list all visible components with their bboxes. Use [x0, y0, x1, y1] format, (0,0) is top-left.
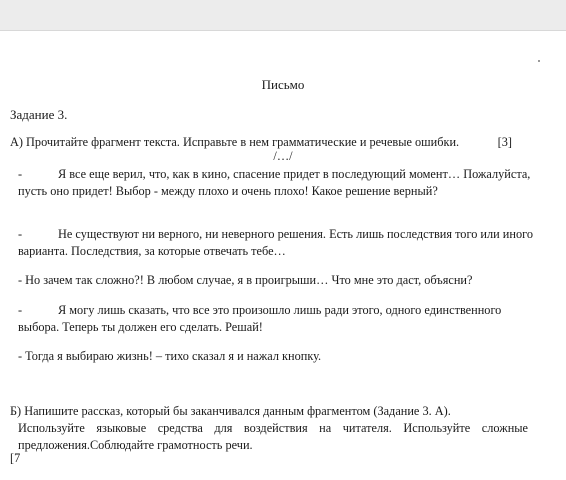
- dialogue-text: - Тогда я выбираю жизнь! – тихо сказал я и нажал кнопку.: [18, 349, 322, 363]
- dialogue-line-3: [18, 272, 533, 289]
- dialogue-dash: -: [18, 227, 23, 241]
- dialogue-line-1: [18, 166, 533, 200]
- top-divider: [0, 30, 566, 31]
- task-heading: Задание 3.: [10, 107, 68, 122]
- part-b-rest: Используйте языковые средства для воздействия на читателя. Используйте сложные предложения.Соблюдайте грамотность речи.: [18, 421, 528, 452]
- dialogue-dash: -: [18, 303, 23, 317]
- page-title: Письмо: [261, 77, 305, 92]
- dialogue-line-2: [18, 226, 533, 260]
- dialogue-text: Я могу лишь сказать, что все это произошло лишь ради этого, одного единственного выбора. Теперь ты должен его сделать. Решай!: [18, 303, 502, 334]
- dialogue-line-5: [18, 348, 533, 365]
- part-a-instruction: А) Прочитайте фрагмент текста. Исправьте в нем грамматические и речевые ошибки.: [10, 135, 460, 149]
- part-a-instruction-row: [10, 135, 530, 150]
- part-b-task: [10, 403, 528, 454]
- top-band: [0, 0, 566, 30]
- part-b-first-line: Б) Напишите рассказ, который бы заканчивался данным фрагментом (Задание 3. А).: [10, 404, 451, 418]
- omission-mark: /…/: [273, 149, 293, 163]
- part-a-points: [3]: [497, 135, 512, 149]
- dialogue-text: Не существуют ни верного, ни неверного решения. Есть лишь последствия того или иного варианта. Последствия, за которые отвечать тебе…: [18, 227, 533, 258]
- dialogue-text: - Но зачем так сложно?! В любом случае, я в проигрыши… Что мне это даст, объясни?: [18, 273, 473, 287]
- dialogue-dash: -: [18, 167, 23, 181]
- stray-dot: [538, 60, 540, 62]
- dialogue-text: Я все еще верил, что, как в кино, спасение придет в последующий момент… Пожалуйста, пусть оно придет! Выбор - между плохо и очень плохо! Какое решение верный?: [18, 167, 531, 198]
- part-b-points: [7: [10, 451, 21, 465]
- dialogue-line-4: [18, 302, 533, 336]
